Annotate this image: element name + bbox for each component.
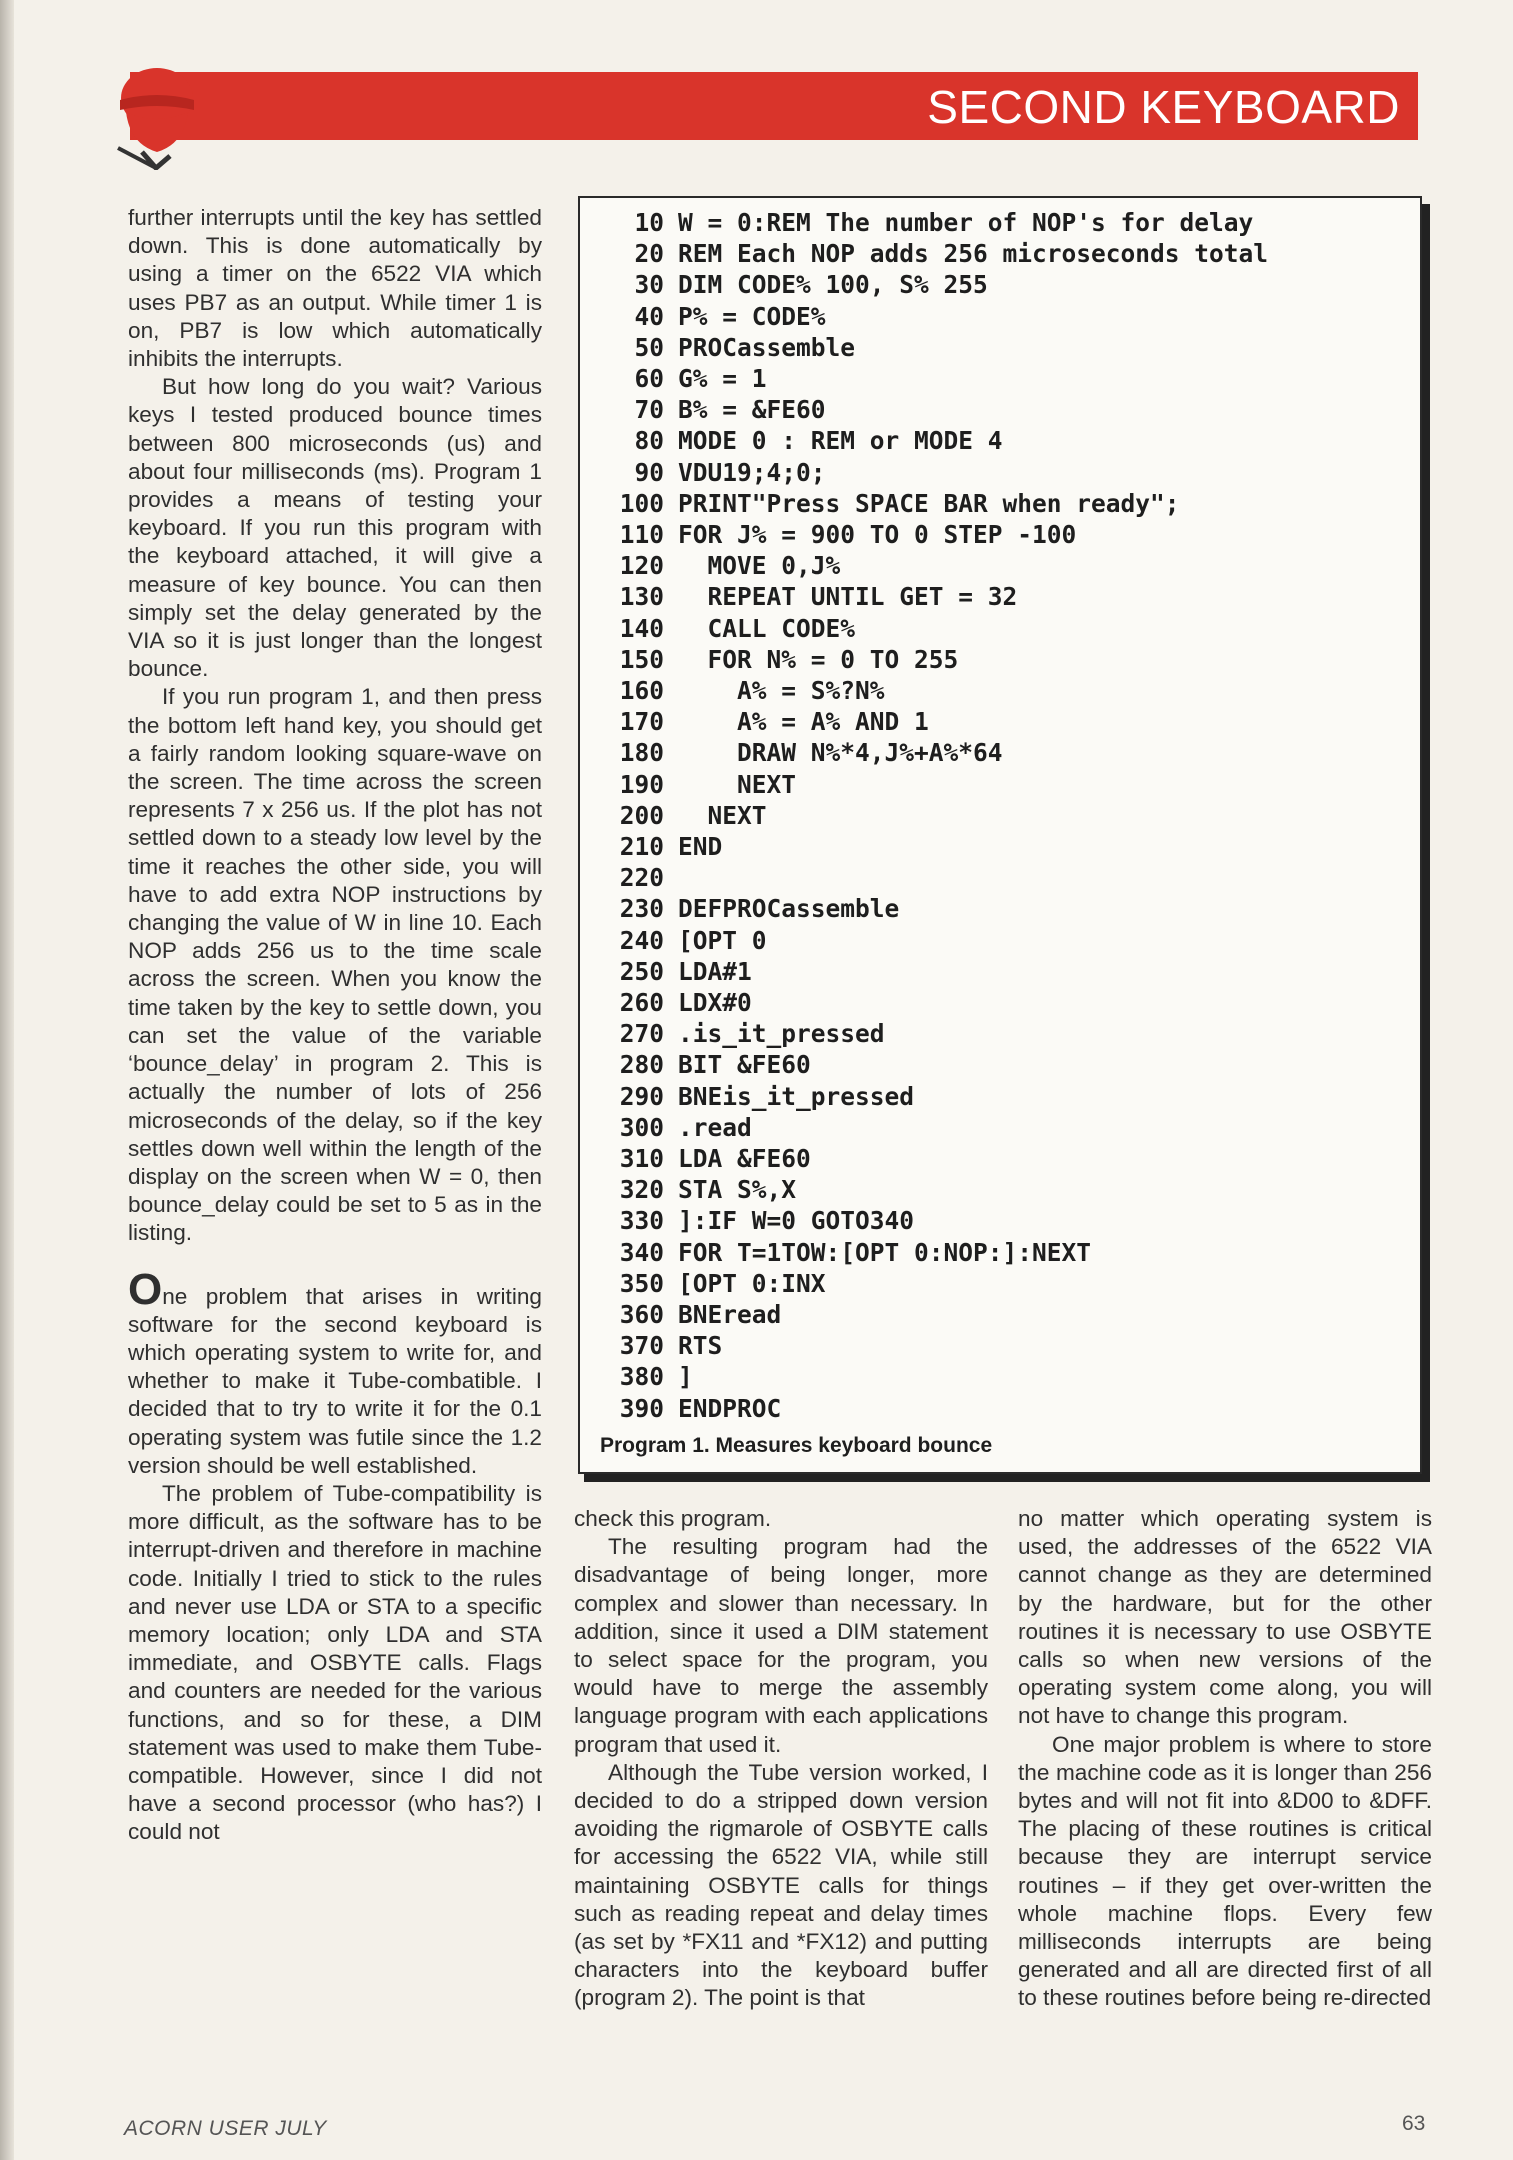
paragraph: One major problem is where to store the machine code as it is longer than 256 bytes and will not fit into &D00 to &DFF. The placing of these routines is critical because they are interrupt service routines – if they get over-written the whole machine flops. Every few milliseconds interrupts are being generated and all are directed first of all to these routines before being re-directed xyxy=(1018,1731,1432,2011)
code-line xyxy=(580,832,1420,863)
column-left xyxy=(128,204,542,1847)
line-number: 120 xyxy=(619,551,664,581)
line-number: 170 xyxy=(619,707,664,737)
code-text: FOR T=1TOW:[OPT 0:NOP:]:NEXT xyxy=(678,1237,1092,1267)
code-text: DEFPROCassemble xyxy=(678,894,900,924)
code-line xyxy=(580,894,1420,925)
code-text: DIM CODE% 100, S% 255 xyxy=(678,270,988,300)
code-line xyxy=(580,1206,1420,1237)
paragraph xyxy=(128,1264,542,1480)
code-line xyxy=(580,1144,1420,1175)
code-text: VDU19;4;0; xyxy=(678,457,826,487)
code-line xyxy=(580,1394,1420,1425)
line-number: 100 xyxy=(619,488,664,518)
code-text: REM Each NOP adds 256 microseconds total xyxy=(678,239,1269,269)
code-text: ]:IF W=0 GOTO340 xyxy=(678,1206,915,1236)
line-number: 320 xyxy=(619,1175,664,1205)
code-text: B% = &FE60 xyxy=(678,395,826,425)
code-line xyxy=(580,1362,1420,1393)
line-number: 80 xyxy=(634,426,664,456)
code-line xyxy=(580,333,1420,364)
code-text: NEXT xyxy=(678,800,767,830)
code-text: W = 0:REM The number of NOP's for delay xyxy=(678,208,1254,237)
code-text: ENDPROC xyxy=(678,1393,782,1423)
line-number: 290 xyxy=(619,1081,664,1111)
line-number: 370 xyxy=(619,1331,664,1361)
code-line xyxy=(580,1113,1420,1144)
section-header-bar xyxy=(130,72,1418,140)
code-line xyxy=(580,458,1420,489)
line-number: 130 xyxy=(619,582,664,612)
line-number: 20 xyxy=(634,239,664,269)
code-text: STA S%,X xyxy=(678,1175,797,1205)
line-number: 140 xyxy=(619,613,664,643)
code-line xyxy=(580,489,1420,520)
magazine-footer: ACORN USER JULY xyxy=(124,2117,327,2140)
line-number: 350 xyxy=(619,1268,664,1298)
code-text: MOVE 0,J% xyxy=(678,551,841,581)
code-text: LDX#0 xyxy=(678,988,752,1017)
paragraph: further interrupts until the key has settled down. This is done automatically by using a timer on the 6522 VIA which uses PB7 as an output. While timer 1 is on, PB7 is low which automatically inhibits the interrupts. xyxy=(128,205,542,372)
column-middle xyxy=(574,1505,988,2013)
code-line xyxy=(580,926,1420,957)
line-number: 200 xyxy=(619,800,664,830)
code-text: DRAW N%*4,J%+A%*64 xyxy=(678,738,1003,768)
code-line xyxy=(580,208,1420,239)
code-text: ] xyxy=(678,1362,693,1392)
line-number: 250 xyxy=(619,956,664,986)
code-line xyxy=(580,1238,1420,1269)
column-right xyxy=(1018,1505,1432,2013)
line-number: 40 xyxy=(634,301,664,331)
paragraph: But how long do you wait? Various keys I tested produced bounce times between 800 microseconds (us) and about four milliseconds (ms). Program 1 provides a means of testing your keyboard. If you run this program with the keyboard attached, it will give a measure of key bounce. You can then simply set the delay generated by the VIA so it is just longer than the longest bounce. xyxy=(128,374,542,682)
page-left-edge xyxy=(0,0,14,2160)
code-text: .is_it_pressed xyxy=(678,1019,885,1049)
code-line xyxy=(580,582,1420,613)
code-text: G% = 1 xyxy=(678,364,767,393)
line-number: 210 xyxy=(619,832,664,861)
page-number: 63 xyxy=(1402,2112,1426,2135)
line-number: 390 xyxy=(619,1393,664,1423)
line-number: 110 xyxy=(619,520,664,549)
code-text: A% = A% AND 1 xyxy=(678,707,929,737)
paragraph: If you run program 1, and then press the bottom left hand key, you should get a fairly random looking square-wave on the screen. The time across the screen represents 7 x 256 us. If the plot has not settled down to a steady low level by the time it reaches the other side, you will have to add extra NOP instructions by changing the value of W in line 10. Each NOP adds 256 us to the time scale across the screen. When you know the time taken by the key to settle down, you can set the value of the variable ‘bounce_delay’ in program 2. This is actually the number of lots of 256 microseconds of the delay, so if the key settles down well within the length of the display on the screen when W = 0, then bounce_delay could be set to 5 as in the listing. xyxy=(128,684,542,1246)
line-number: 230 xyxy=(619,894,664,924)
code-line xyxy=(580,957,1420,988)
line-number: 50 xyxy=(634,332,664,362)
code-line xyxy=(580,988,1420,1019)
line-number: 70 xyxy=(634,395,664,425)
listing-caption: Program 1. Measures keyboard bounce xyxy=(600,1434,993,1457)
code-line xyxy=(580,1082,1420,1113)
code-text: [OPT 0:INX xyxy=(678,1268,826,1298)
line-number: 340 xyxy=(619,1237,664,1267)
code-text: .read xyxy=(678,1112,752,1142)
code-text: NEXT xyxy=(678,769,797,799)
code-text: [OPT 0 xyxy=(678,925,767,955)
code-text: BNEread xyxy=(678,1300,782,1329)
paragraph: no matter which operating system is used, the addresses of the 6522 VIA cannot change as they are determined by the hardware, but for the other routines it is necessary to use OSBYTE calls so when new versions of the operating system come along, you will not have to change this program. xyxy=(1018,1506,1432,1729)
code-text: BNEis_it_pressed xyxy=(678,1081,915,1111)
code-line xyxy=(580,645,1420,676)
line-number: 330 xyxy=(619,1206,664,1236)
acorn-logo xyxy=(112,60,202,170)
code-text: FOR N% = 0 TO 255 xyxy=(678,644,959,674)
code-line xyxy=(580,738,1420,769)
code-line xyxy=(580,1019,1420,1050)
code-text: END xyxy=(678,832,723,861)
line-number: 270 xyxy=(619,1019,664,1049)
section-title: SECOND KEYBOARD xyxy=(927,81,1400,133)
paragraph: The resulting program had the disadvantage of being longer, more complex and slower than necessary. In addition, since it used a DIM statement to select space for the program, you would have to merge the assembly language program with each applications program that used it. xyxy=(574,1534,988,1757)
line-number: 150 xyxy=(619,644,664,674)
drop-cap: O xyxy=(128,1264,163,1314)
code-text: PROCassemble xyxy=(678,332,856,362)
code-line xyxy=(580,1050,1420,1081)
line-number: 240 xyxy=(619,925,664,955)
code-line xyxy=(580,1269,1420,1300)
code-text: LDA#1 xyxy=(678,956,752,986)
code-text: REPEAT UNTIL GET = 32 xyxy=(678,582,1018,612)
code-line xyxy=(580,676,1420,707)
line-number: 30 xyxy=(634,270,664,300)
code-line xyxy=(580,239,1420,270)
paragraph-text: ne problem that arises in writing software for the second keyboard is which operating system to write for, and whether to make it Tube-combatible. I decided that to try to write it for the 0.1 operating system was futile since the 1.2 version should be well established. xyxy=(128,1283,542,1478)
line-number: 310 xyxy=(619,1144,664,1173)
code-line xyxy=(580,520,1420,551)
code-line xyxy=(580,270,1420,301)
code-text: CALL CODE% xyxy=(678,613,856,643)
code-line xyxy=(580,1300,1420,1331)
code-line xyxy=(580,614,1420,645)
paragraph: The problem of Tube-compatibility is more difficult, as the software has to be interrupt-driven and therefore in machine code. Initially I tried to stick to the rules and never use LDA or STA to a specific memory location; only LDA and STA immediate, and OSBYTE calls. Flags and counters are needed for the various functions, and so for these, a DIM statement was used to make them Tube-compatible. However, since I did not have a second processor (who has?) I could not xyxy=(128,1480,542,1845)
code-text: PRINT"Press SPACE BAR when ready"; xyxy=(678,488,1180,518)
code-line xyxy=(580,801,1420,832)
code-text: P% = CODE% xyxy=(678,301,826,331)
paragraph: check this program. xyxy=(574,1506,772,1531)
line-number: 280 xyxy=(619,1050,664,1080)
line-number: 90 xyxy=(634,457,664,487)
code-text: MODE 0 : REM or MODE 4 xyxy=(678,426,1003,456)
code-text: FOR J% = 900 TO 0 STEP -100 xyxy=(678,520,1077,549)
line-number: 360 xyxy=(619,1300,664,1329)
code-line xyxy=(580,863,1420,894)
code-text: RTS xyxy=(678,1331,723,1361)
line-number: 10 xyxy=(634,208,664,237)
code-text: A% = S%?N% xyxy=(678,676,885,705)
code-line xyxy=(580,1331,1420,1362)
code-line xyxy=(580,1175,1420,1206)
line-number: 160 xyxy=(619,676,664,705)
paragraph: Although the Tube version worked, I decided to do a stripped down version avoiding the rigmarole of OSBYTE calls for accessing the 6522 VIA, while still maintaining OSBYTE calls for things such as reading repeat and delay times (as set by *FX11 and *FX12) and putting characters into the keyboard buffer (program 2). The point is that xyxy=(574,1759,988,2011)
code-line xyxy=(580,302,1420,333)
code-line xyxy=(580,395,1420,426)
code-line xyxy=(580,551,1420,582)
code-text: LDA &FE60 xyxy=(678,1144,811,1173)
code-line xyxy=(580,770,1420,801)
line-number: 60 xyxy=(634,364,664,393)
line-number: 180 xyxy=(619,738,664,768)
line-number: 300 xyxy=(619,1112,664,1142)
line-number: 380 xyxy=(619,1362,664,1392)
line-number: 190 xyxy=(619,769,664,799)
line-number: 220 xyxy=(619,863,664,893)
code-line xyxy=(580,426,1420,457)
code-line xyxy=(580,707,1420,738)
program-listing-box xyxy=(578,196,1422,1474)
line-number: 260 xyxy=(619,988,664,1017)
code-line xyxy=(580,364,1420,395)
code-text: BIT &FE60 xyxy=(678,1050,811,1080)
